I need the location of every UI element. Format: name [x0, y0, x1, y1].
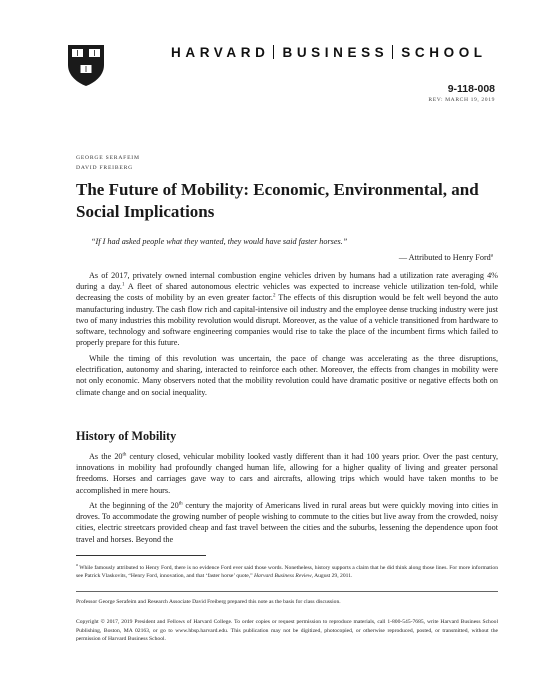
institution-word-harvard: HARVARD: [171, 45, 270, 60]
footnote-divider: [76, 555, 206, 556]
footnote-text: While famously attributed to Henry Ford, there is no evidence Ford ever said those words. Nonetheless, history supports a claim that he did think along those lines. For more information see Patrick Vlaskovits, “Henry Ford, innovation, and that ‘faster horse’ quote,”: [76, 564, 498, 580]
copyright-notice: Copyright © 2017, 2019 President and Fellows of Harvard College. To order copies or request permission to reproduce materials, call 1-800-545-7685, write Harvard Business School Publishing, Boston, MA 02163, or go to www.hbsp.harvard.edu. This publication may not be digitized, photocopied, or otherwise reproduced, posted, or transmitted, without the permission of Harvard Business School.: [76, 619, 498, 642]
epigraph-attribution: [399, 253, 493, 262]
harvard-shield-logo: [66, 43, 106, 87]
footnote-marker: 2: [272, 293, 276, 299]
intro-paragraph: [76, 270, 498, 348]
intro-paragraph: While the timing of this revolution was uncertain, the pace of change was accelerating as the three disruptions, electrification, autonomy and sharing, interacted to reinforce each other. Moreover, the effects from changes in mobility were not only economic. Many observers noted that the mobility revolution could have dramatic positive or negative effects both on climate change and on social inequality.: [76, 354, 498, 397]
institution-word-school: SCHOOL: [401, 45, 487, 60]
paragraph-text: A fleet of shared autonomous electric vehicles was expected to increase vehicle utilization ten-fold, while decreasing the costs of mobility by an even greater factor.: [76, 282, 498, 303]
author-name: DAVID FREIBERG: [76, 165, 133, 171]
paragraph-text: century the majority of Americans lived in rural areas but were quickly moving into cities in droves. To accommodate the growing number of people wishing to commute to the cities but live away from the crowded, noisy cities, electric streetcars provided cheap and fast travel between the cities and the suburbs, lessening the dependence upon foot travel and horses. Beyond the: [76, 501, 498, 544]
paragraph-text: At the beginning of the 20: [89, 501, 179, 510]
revision-date: REV: MARCH 19, 2019: [428, 97, 495, 103]
author-list: [76, 153, 140, 173]
epigraph-quote: “If I had asked people what they wanted, they would have said faster horses.”: [91, 237, 348, 246]
institution-word-business: BUSINESS: [282, 45, 389, 60]
header-divider: [392, 45, 393, 59]
institution-name: [171, 45, 491, 60]
footnote-marker: 1: [121, 282, 125, 288]
footnote-marker: a: [490, 253, 493, 259]
section-heading: History of Mobility: [76, 429, 177, 443]
footer-divider: [76, 591, 498, 592]
paragraph-text: As of 2017, privately owned internal combustion engine vehicles driven by humans had a utilization rate averaging 4% during a day.: [76, 271, 498, 292]
ordinal-suffix: th: [122, 452, 127, 458]
paragraph-text: century closed, vehicular mobility looked vastly different than it had 100 years prior. Over the past century, innovations in mobility had profoundly changed human life, allowing for a higher quality of living and greater personal freedoms. Horses and carriages gave way to cars and aircrafts, allowing trips which would have taken months to be accomplished in mere hours.: [76, 452, 498, 495]
footnote-marker: a: [76, 562, 78, 567]
author-name: GEORGE SERAFEIM: [76, 155, 140, 161]
case-number: 9-118-008: [447, 83, 495, 95]
history-paragraph: [76, 451, 498, 496]
ordinal-suffix: th: [178, 501, 183, 507]
history-paragraph: [76, 500, 498, 545]
paragraph-text: The effects of this disruption would be felt well beyond the auto manufacturing industry. The cash flow rich and capital-intensive oil industry and the employee dense trucking industry were just two of many industries this mobility revolution would disrupt. Moreover, as the value of a vehicle transitioned from hardware to software, technology and software engineering companies would rise to take the place of the incumbent firms which failed to properly prepare for this future.: [76, 293, 498, 348]
footnote: [76, 561, 498, 581]
footnote-source: Harvard Business Review: [253, 573, 312, 580]
footnote-text: , August 29, 2011.: [311, 573, 353, 580]
document-title: The Future of Mobility: Economic, Environmental, and Social Implications: [76, 180, 479, 221]
paragraph-text: As the 20: [89, 452, 123, 461]
header-divider: [273, 45, 274, 59]
preparation-note: Professor George Serafeim and Research Associate David Freiberg prepared this note as the basis for class discussion.: [76, 599, 341, 605]
attribution-text: — Attributed to Henry Ford: [398, 253, 491, 262]
